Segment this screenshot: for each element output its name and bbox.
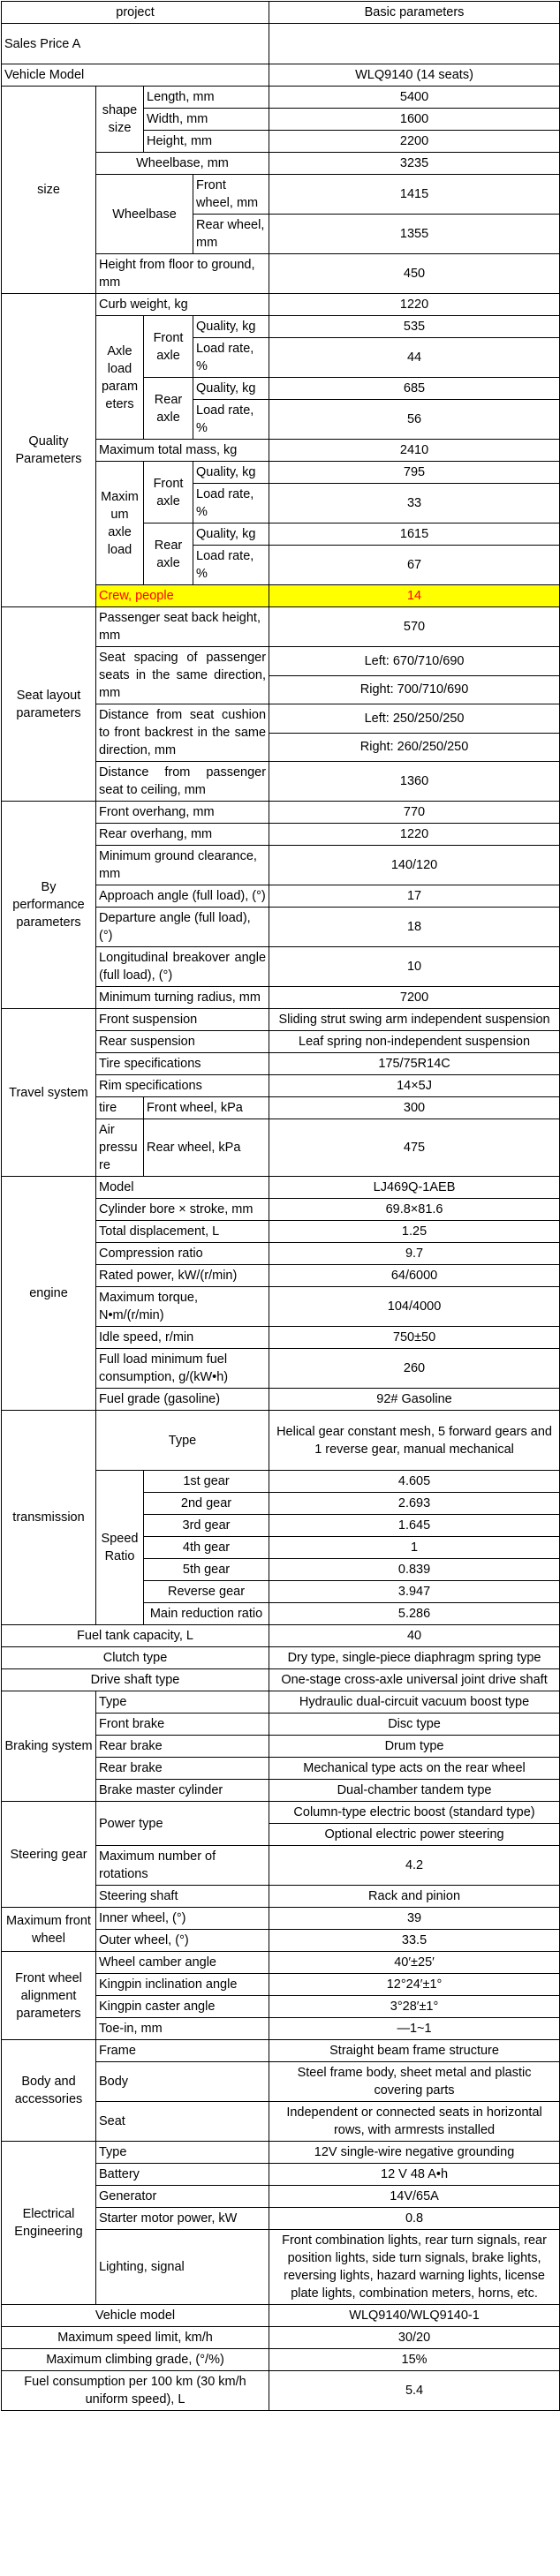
table-row <box>2 1691 560 1714</box>
row-value: 0.8 <box>269 2208 560 2230</box>
row-label: Compression ratio <box>96 1243 269 1265</box>
row-value: 1220 <box>269 294 560 316</box>
row-value: 44 <box>269 338 560 378</box>
row-value: 92# Gasoline <box>269 1389 560 1411</box>
row-label: Frame <box>96 2040 269 2062</box>
row-label: Drive shaft type <box>2 1669 269 1691</box>
row-value: —1~1 <box>269 2018 560 2040</box>
row-label: Fuel grade (gasoline) <box>96 1389 269 1411</box>
row-value: 12 V 48 A•h <box>269 2164 560 2186</box>
row-label: Height, mm <box>144 131 269 153</box>
gear-label: 3rd gear <box>144 1515 269 1537</box>
row-label: Front wheel, mm <box>193 175 269 215</box>
row-label: Seat spacing of passenger seats in the same direction, mm <box>96 647 269 704</box>
group-steering-gear: Steering gear <box>2 1802 96 1908</box>
row-value: 30/20 <box>269 2327 560 2349</box>
row-value: Disc type <box>269 1714 560 1736</box>
gear-value: 1.645 <box>269 1515 560 1537</box>
row-value: 795 <box>269 462 560 484</box>
row-value: 1360 <box>269 762 560 802</box>
row-label: Longitudinal breakover angle (full load), (°) <box>96 947 269 987</box>
table-row <box>2 1669 560 1691</box>
row-label: Front brake <box>96 1714 269 1736</box>
table-row <box>2 294 560 316</box>
row-value: 5.4 <box>269 2371 560 2411</box>
row-label: Lighting, signal <box>96 2230 269 2305</box>
table-row <box>2 2305 560 2327</box>
table-row <box>2 1647 560 1669</box>
row-label: Length, mm <box>144 87 269 109</box>
size-shape <box>96 87 144 153</box>
row-label: Power type <box>96 1802 269 1846</box>
quality-kg-label: Quality, kg <box>193 462 269 484</box>
quality-kg-label: Quality, kg <box>193 378 269 400</box>
rear-axle-label: Rear axle <box>144 523 193 585</box>
row-value: 67 <box>269 546 560 585</box>
row-value: Mechanical type acts on the rear wheel <box>269 1758 560 1780</box>
row-label: Maximum speed limit, km/h <box>2 2327 269 2349</box>
track-label: Wheelbase <box>96 175 193 254</box>
row-value: Left: 670/710/690 <box>269 647 560 676</box>
row-value: 300 <box>269 1097 560 1119</box>
spec-table <box>1 1 560 2411</box>
row-value: Right: 260/250/250 <box>269 733 560 762</box>
front-axle-label: Front axle <box>144 462 193 523</box>
row-label: Wheelbase, mm <box>96 153 269 175</box>
gear-label: 2nd gear <box>144 1493 269 1515</box>
gear-value: 0.839 <box>269 1559 560 1581</box>
row-value: 175/75R14C <box>269 1053 560 1075</box>
row-label: Battery <box>96 2164 269 2186</box>
row-value: Straight beam frame structure <box>269 2040 560 2062</box>
row-label: Full load minimum fuel consumption, g/(kW•h) <box>96 1349 269 1389</box>
row-label: Curb weight, kg <box>96 294 269 316</box>
group-alignment: Front wheel alignment parameters <box>2 1952 96 2040</box>
row-label: Rear wheel, mm <box>193 215 269 254</box>
row-label: Passenger seat back height, mm <box>96 607 269 647</box>
row-value: 10 <box>269 947 560 987</box>
row-value: 33 <box>269 484 560 523</box>
row-label: Generator <box>96 2186 269 2208</box>
row-value: Independent or connected seats in horizontal rows, with armrests installed <box>269 2102 560 2142</box>
rear-axle-label: Rear axle <box>144 378 193 440</box>
table-row <box>2 802 560 824</box>
row-value: Drum type <box>269 1736 560 1758</box>
row-value: 9.7 <box>269 1243 560 1265</box>
row-value: 685 <box>269 378 560 400</box>
row-label: Type <box>96 1411 269 1471</box>
row-label: Rear suspension <box>96 1031 269 1053</box>
row-value: 570 <box>269 607 560 647</box>
row-value: Column-type electric boost (standard type) <box>269 1802 560 1824</box>
row-label: Sales Price A <box>2 24 269 64</box>
row-label: Width, mm <box>144 109 269 131</box>
gear-label: 4th gear <box>144 1537 269 1559</box>
table-row <box>2 1625 560 1647</box>
row-label: Minimum ground clearance, mm <box>96 846 269 885</box>
row-label: Front wheel, kPa <box>144 1097 269 1119</box>
quality-kg-label: Quality, kg <box>193 523 269 546</box>
row-value: 1220 <box>269 824 560 846</box>
row-label: Maximum torque, N•m/(r/min) <box>96 1287 269 1327</box>
row-value: 1.25 <box>269 1221 560 1243</box>
row-label: Vehicle model <box>2 2305 269 2327</box>
row-value: 2200 <box>269 131 560 153</box>
group-quality: Quality Parameters <box>2 294 96 607</box>
row-label: Fuel consumption per 100 km (30 km/h uniform speed), L <box>2 2371 269 2411</box>
row-label: Model <box>96 1177 269 1199</box>
group-max-front-wheel: Maximum front wheel <box>2 1908 96 1952</box>
row-value: 39 <box>269 1908 560 1930</box>
row-value: 17 <box>269 885 560 908</box>
row-value: 14 <box>269 585 560 607</box>
load-rate-label: Load rate, % <box>193 546 269 585</box>
group-body: Body and accessories <box>2 2040 96 2142</box>
row-value: 14×5J <box>269 1075 560 1097</box>
gear-value: 3.947 <box>269 1581 560 1603</box>
row-label: Outer wheel, (°) <box>96 1930 269 1952</box>
row-value: Steel frame body, sheet metal and plastic covering parts <box>269 2062 560 2102</box>
row-label: Fuel tank capacity, L <box>2 1625 269 1647</box>
row-value: Sliding strut swing arm independent suspension <box>269 1009 560 1031</box>
row-label: Type <box>96 2142 269 2164</box>
row-value: WLQ9140 (14 seats) <box>269 64 560 87</box>
row-label: Front suspension <box>96 1009 269 1031</box>
front-axle-label: Front axle <box>144 316 193 378</box>
row-value: Leaf spring non-independent suspension <box>269 1031 560 1053</box>
quality-kg-label: Quality, kg <box>193 316 269 338</box>
row-value: 475 <box>269 1119 560 1177</box>
group-performance: By performance parameters <box>2 802 96 1009</box>
max-axle-load-label: Maximum axle load <box>96 462 144 585</box>
row-label: Front overhang, mm <box>96 802 269 824</box>
row-value: Right: 700/710/690 <box>269 675 560 704</box>
row-label: Clutch type <box>2 1647 269 1669</box>
row-label: Idle speed, r/min <box>96 1327 269 1349</box>
row-value: Helical gear constant mesh, 5 forward gears and 1 reverse gear, manual mechanical <box>269 1411 560 1471</box>
row-label: Approach angle (full load), (°) <box>96 885 269 908</box>
row-label: Kingpin inclination angle <box>96 1974 269 1996</box>
row-value: 7200 <box>269 987 560 1009</box>
row-value: One-stage cross-axle universal joint drive shaft <box>269 1669 560 1691</box>
row-value: 260 <box>269 1349 560 1389</box>
row-value: LJ469Q-1AEB <box>269 1177 560 1199</box>
row-value: 3235 <box>269 153 560 175</box>
row-label: Maximum total mass, kg <box>96 440 269 462</box>
row-label: Steering shaft <box>96 1886 269 1908</box>
row-value: Rack and pinion <box>269 1886 560 1908</box>
row-label: Distance from seat cushion to front backrest in the same direction, mm <box>96 704 269 762</box>
air-pressure-label: Air pressure <box>96 1119 144 1177</box>
row-label: Tire specifications <box>96 1053 269 1075</box>
table-row <box>2 2371 560 2411</box>
load-rate-label: Load rate, % <box>193 484 269 523</box>
row-value <box>269 24 560 64</box>
row-label: Height from floor to ground, mm <box>96 254 269 294</box>
row-value: 15% <box>269 2349 560 2371</box>
table-row <box>2 2349 560 2371</box>
group-braking: Braking system <box>2 1691 96 1802</box>
row-label: Maximum climbing grade, (°/%) <box>2 2349 269 2371</box>
row-value: 770 <box>269 802 560 824</box>
row-label: Rated power, kW/(r/min) <box>96 1265 269 1287</box>
row-value: 18 <box>269 908 560 947</box>
row-label: Departure angle (full load), (°) <box>96 908 269 947</box>
table-row <box>2 1952 560 1974</box>
load-rate-label: Load rate, % <box>193 338 269 378</box>
size-sub-label: size <box>108 121 132 135</box>
gear-value: 4.605 <box>269 1471 560 1493</box>
row-value: 69.8×81.6 <box>269 1199 560 1221</box>
row-value: 40′±25′ <box>269 1952 560 1974</box>
row-value: 2410 <box>269 440 560 462</box>
row-label: Body <box>96 2062 269 2102</box>
row-value: 12V single-wire negative grounding <box>269 2142 560 2164</box>
table-row <box>2 2142 560 2164</box>
gear-label: 5th gear <box>144 1559 269 1581</box>
shape-label: shape <box>102 103 138 117</box>
row-value: 4.2 <box>269 1846 560 1886</box>
row-value: WLQ9140/WLQ9140-1 <box>269 2305 560 2327</box>
row-label: Inner wheel, (°) <box>96 1908 269 1930</box>
group-travel-system: Travel system <box>2 1009 96 1177</box>
group-engine: engine <box>2 1177 96 1411</box>
row-label: Rear wheel, kPa <box>144 1119 269 1177</box>
group-transmission: transmission <box>2 1411 96 1625</box>
row-value: 104/4000 <box>269 1287 560 1327</box>
table-row <box>2 64 560 87</box>
row-label: Maximum number of rotations <box>96 1846 269 1886</box>
row-value: 450 <box>269 254 560 294</box>
table-row <box>2 1177 560 1199</box>
row-value: 1355 <box>269 215 560 254</box>
row-value: 535 <box>269 316 560 338</box>
row-value: 1600 <box>269 109 560 131</box>
tire-label: tire <box>96 1097 144 1119</box>
table-row <box>2 24 560 64</box>
row-label: Kingpin caster angle <box>96 1996 269 2018</box>
table-row <box>2 607 560 647</box>
gear-label: 1st gear <box>144 1471 269 1493</box>
gear-label: Main reduction ratio <box>144 1603 269 1625</box>
row-value: Dual-chamber tandem type <box>269 1780 560 1802</box>
row-value: 14V/65A <box>269 2186 560 2208</box>
row-value: 12°24′±1° <box>269 1974 560 1996</box>
row-label: Brake master cylinder <box>96 1780 269 1802</box>
axle-load-label: Axle load parameters <box>96 316 144 440</box>
speed-ratio-label: Speed Ratio <box>96 1471 144 1625</box>
table-row <box>2 2327 560 2349</box>
row-value: Hydraulic dual-circuit vacuum boost type <box>269 1691 560 1714</box>
header-basic-parameters: Basic parameters <box>269 2 560 24</box>
gear-value: 1 <box>269 1537 560 1559</box>
row-label: Minimum turning radius, mm <box>96 987 269 1009</box>
row-label: Rear brake <box>96 1736 269 1758</box>
row-label: Vehicle Model <box>2 64 269 87</box>
row-value: Front combination lights, rear turn signals, rear position lights, side turn signals, brake lights, reversing lights, hazard warning lights, license plate lights, combination meters, horns, etc. <box>269 2230 560 2305</box>
row-value: 1415 <box>269 175 560 215</box>
header-project: project <box>2 2 269 24</box>
row-label: Type <box>96 1691 269 1714</box>
table-row <box>2 1411 560 1471</box>
row-label: Rim specifications <box>96 1075 269 1097</box>
group-seat-layout: Seat layout parameters <box>2 607 96 802</box>
header-row <box>2 2 560 24</box>
row-label: Cylinder bore × stroke, mm <box>96 1199 269 1221</box>
table-row <box>2 87 560 109</box>
row-value: Dry type, single-piece diaphragm spring type <box>269 1647 560 1669</box>
row-label: Distance from passenger seat to ceiling, mm <box>96 762 269 802</box>
row-value: 5400 <box>269 87 560 109</box>
table-row <box>2 1908 560 1930</box>
row-value: 140/120 <box>269 846 560 885</box>
row-label: Wheel camber angle <box>96 1952 269 1974</box>
row-value: 40 <box>269 1625 560 1647</box>
row-value: 33.5 <box>269 1930 560 1952</box>
row-value: 1615 <box>269 523 560 546</box>
row-label: Rear overhang, mm <box>96 824 269 846</box>
group-electrical: Electrical Engineering <box>2 2142 96 2305</box>
table-row <box>2 1009 560 1031</box>
gear-label: Reverse gear <box>144 1581 269 1603</box>
table-row <box>2 1802 560 1824</box>
row-value: 750±50 <box>269 1327 560 1349</box>
row-value: 64/6000 <box>269 1265 560 1287</box>
load-rate-label: Load rate, % <box>193 400 269 440</box>
row-label: Total displacement, L <box>96 1221 269 1243</box>
row-label: Rear brake <box>96 1758 269 1780</box>
group-size: size <box>2 87 96 294</box>
row-value: 3°28′±1° <box>269 1996 560 2018</box>
row-label: Crew, people <box>96 585 269 607</box>
row-value: Left: 250/250/250 <box>269 704 560 734</box>
gear-value: 5.286 <box>269 1603 560 1625</box>
row-label: Starter motor power, kW <box>96 2208 269 2230</box>
row-label: Seat <box>96 2102 269 2142</box>
table-row <box>2 2040 560 2062</box>
gear-value: 2.693 <box>269 1493 560 1515</box>
row-label: Toe-in, mm <box>96 2018 269 2040</box>
row-value: Optional electric power steering <box>269 1824 560 1846</box>
row-value: 56 <box>269 400 560 440</box>
